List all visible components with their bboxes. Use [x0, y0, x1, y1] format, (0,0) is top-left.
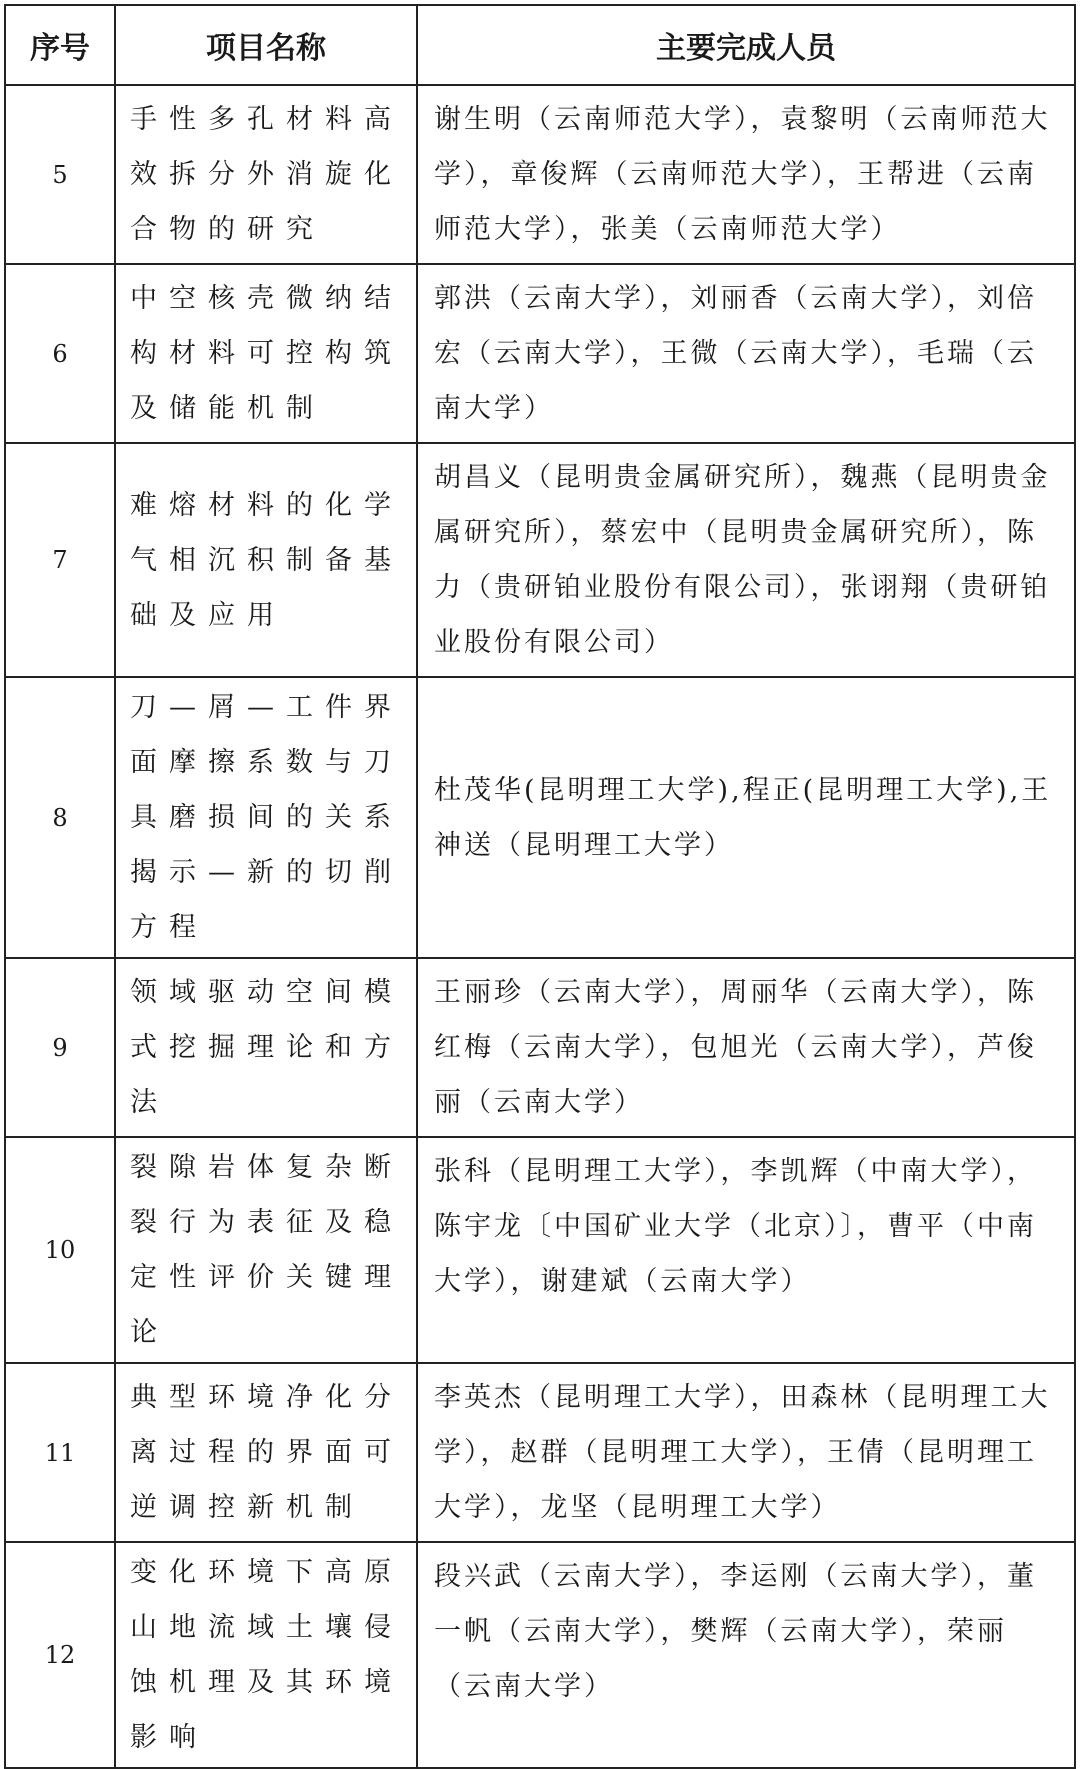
team-members: 郭洪（云南大学），刘丽香（云南大学），刘倍宏（云南大学），王微（云南大学），毛瑞（云南大学） — [417, 264, 1075, 443]
table-row — [5, 1363, 1075, 1542]
row-number: 11 — [5, 1363, 115, 1542]
awards-table — [4, 4, 1076, 1769]
team-members: 张科（昆明理工大学），李凯辉（中南大学），陈宇龙〔中国矿业大学（北京）〕，曹平（中南大学），谢建斌（云南大学） — [417, 1137, 1075, 1363]
table-row — [5, 443, 1075, 677]
table-row — [5, 264, 1075, 443]
row-number: 6 — [5, 264, 115, 443]
project-name: 变化环境下高原山地流域土壤侵蚀机理及其环境影响 — [115, 1542, 417, 1768]
header-no: 序号 — [5, 5, 115, 85]
table-row — [5, 677, 1075, 958]
team-members: 李英杰（昆明理工大学），田森林（昆明理工大学），赵群（昆明理工大学），王倩（昆明理工大学），龙坚（昆明理工大学） — [417, 1363, 1075, 1542]
project-name: 典型环境净化分离过程的界面可逆调控新机制 — [115, 1363, 417, 1542]
team-members: 杜茂华(昆明理工大学),程正(昆明理工大学),王神送（昆明理工大学） — [417, 677, 1075, 958]
team-members: 段兴武（云南大学），李运刚（云南大学），董一帆（云南大学），樊辉（云南大学），荣丽（云南大学） — [417, 1542, 1075, 1768]
row-number: 12 — [5, 1542, 115, 1768]
project-name: 中空核壳微纳结构材料可控构筑及储能机制 — [115, 264, 417, 443]
header-project-name: 项目名称 — [115, 5, 417, 85]
project-name: 裂隙岩体复杂断裂行为表征及稳定性评价关键理论 — [115, 1137, 417, 1363]
header-row — [5, 5, 1075, 85]
row-number: 5 — [5, 85, 115, 264]
table-row — [5, 1137, 1075, 1363]
row-number: 9 — [5, 958, 115, 1137]
row-number: 10 — [5, 1137, 115, 1363]
project-name: 难熔材料的化学气相沉积制备基础及应用 — [115, 443, 417, 677]
team-members: 谢生明（云南师范大学），袁黎明（云南师范大学），章俊辉（云南师范大学），王帮进（云南师范大学），张美（云南师范大学） — [417, 85, 1075, 264]
row-number: 8 — [5, 677, 115, 958]
project-name: 领域驱动空间模式挖掘理论和方法 — [115, 958, 417, 1137]
project-name: 刀—屑—工件界面摩擦系数与刀具磨损间的关系揭示—新的切削方程 — [115, 677, 417, 958]
table-row — [5, 958, 1075, 1137]
project-name: 手性多孔材料高效拆分外消旋化合物的研究 — [115, 85, 417, 264]
team-members: 胡昌义（昆明贵金属研究所），魏燕（昆明贵金属研究所），蔡宏中（昆明贵金属研究所），陈力（贵研铂业股份有限公司），张诩翔（贵研铂业股份有限公司） — [417, 443, 1075, 677]
header-people: 主要完成人员 — [417, 5, 1075, 85]
table-row — [5, 85, 1075, 264]
row-number: 7 — [5, 443, 115, 677]
table-row — [5, 1542, 1075, 1768]
team-members: 王丽珍（云南大学），周丽华（云南大学），陈红梅（云南大学），包旭光（云南大学），芦俊丽（云南大学） — [417, 958, 1075, 1137]
